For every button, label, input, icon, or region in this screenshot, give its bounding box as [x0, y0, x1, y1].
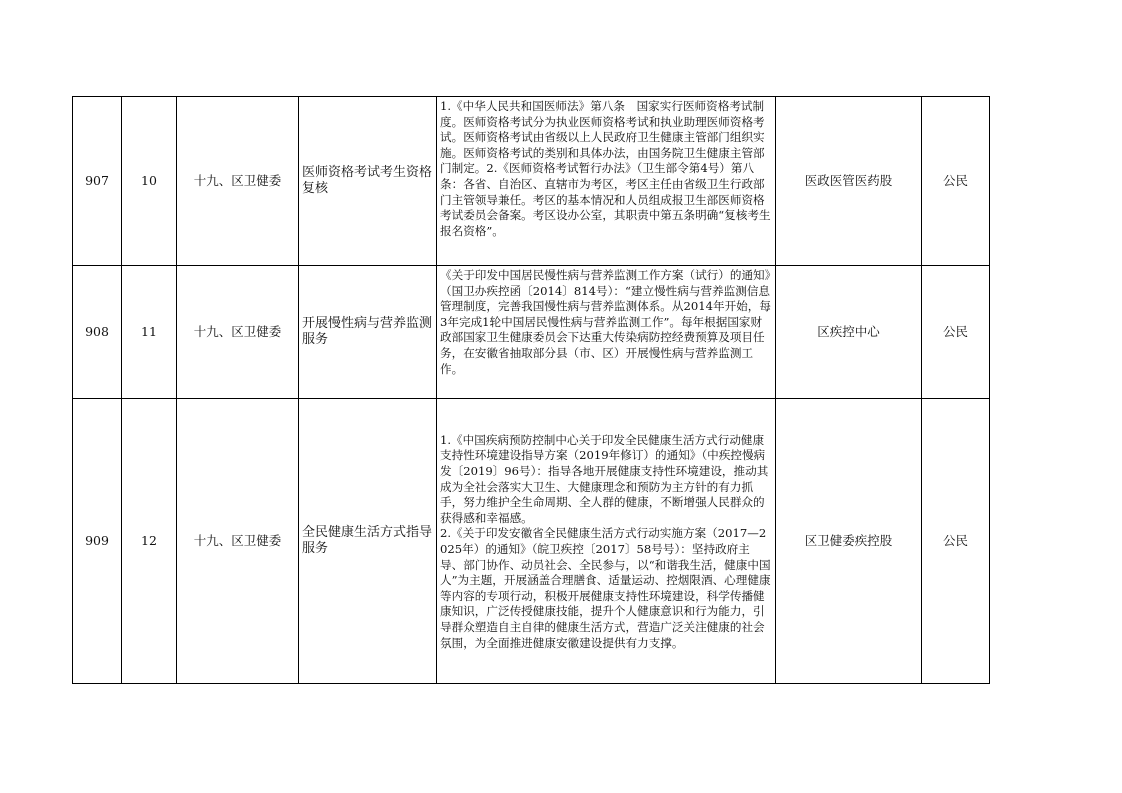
- service-item-cell: 医师资格考试考生资格复核: [299, 97, 437, 266]
- basis-cell: [437, 399, 776, 684]
- basis-cell: [437, 97, 776, 266]
- responsible-unit-cell: 医政医管医药股: [776, 97, 922, 266]
- basis-paragraph: 《关于印发中国居民慢性病与营养监测工作方案（试行）的通知》（国卫办疾控函〔2014〕814号）：“建立慢性病与营养监测信息管理制度，完善我国慢性病与营养监测体系。从2014年开始，每3年完成1轮中国居民慢性病与营养监测工作”。每年根据国家财政部国家卫生健康委员会下达重大传染病防控经费预算及项目任务，在安徽省抽取部分县（市、区）开展慢性病与营养监测工作。: [440, 268, 771, 376]
- service-target-cell: 公民: [922, 399, 990, 684]
- sequence-cell: 907: [73, 97, 122, 266]
- table-row: [73, 266, 990, 399]
- service-item-cell: 开展慢性病与营养监测服务: [299, 266, 437, 399]
- number-cell: 10: [122, 97, 177, 266]
- basis-paragraph: 1.《中华人民共和国医师法》第八条 国家实行医师资格考试制度。医师资格考试分为执业医师资格考试和执业助理医师资格考试。医师资格考试由省级以上人民政府卫生健康主管部门组织实施。医师资格考试的类别和具体办法，由国务院卫生健康主管部门制定。2.《医师资格考试暂行办法》（卫生部令第4号）第八条：各省、自治区、直辖市为考区，考区主任由省级卫生行政部门主管领导兼任。考区的基本情况和人员组成报卫生部医师资格考试委员会备案。考区设办公室，其职责中第五条明确“复核考生报名资格”。: [440, 99, 771, 238]
- sequence-cell: 908: [73, 266, 122, 399]
- sequence-cell: 909: [73, 399, 122, 684]
- department-cell: 十九、区卫健委: [177, 399, 299, 684]
- basis-paragraph: 1.《中国疾病预防控制中心关于印发全民健康生活方式行动健康支持性环境建设指导方案（2019年修订）的通知》（中疾控慢病发〔2019〕96号）：指导各地开展健康支持性环境建设，推动其成为全社会落实大卫生、大健康理念和预防为主方针的有力抓手，努力维护全生命周期、全人群的健康，不断增强人民群众的获得感和幸福感。: [440, 432, 769, 525]
- responsible-unit-cell: 区疾控中心: [776, 266, 922, 399]
- table-row: [73, 97, 990, 266]
- service-list-table: [72, 96, 990, 684]
- number-cell: 12: [122, 399, 177, 684]
- responsible-unit-cell: 区卫健委疾控股: [776, 399, 922, 684]
- service-target-cell: 公民: [922, 266, 990, 399]
- service-target-cell: 公民: [922, 97, 990, 266]
- department-cell: 十九、区卫健委: [177, 97, 299, 266]
- service-item-cell: 全民健康生活方式指导服务: [299, 399, 437, 684]
- basis-paragraph: 2.《关于印发安徽省全民健康生活方式行动实施方案（2017—2025年）的通知》（皖卫疾控〔2017〕58号号）：坚持政府主导、部门协作、动员社会、全民参与，以“和谐我生活，健康中国人”为主题，开展涵盖合理膳食、适量运动、控烟限酒、心理健康等内容的专项行动，积极开展健康支持性环境建设，科学传播健康知识，广泛传授健康技能，提升个人健康意识和行为能力，引导群众塑造自主自律的健康生活方式，营造广泛关注健康的社会氛围，为全面推进健康安徽建设提供有力支撑。: [440, 526, 771, 650]
- number-cell: 11: [122, 266, 177, 399]
- basis-cell: [437, 266, 776, 399]
- department-cell: 十九、区卫健委: [177, 266, 299, 399]
- table-row: [73, 399, 990, 684]
